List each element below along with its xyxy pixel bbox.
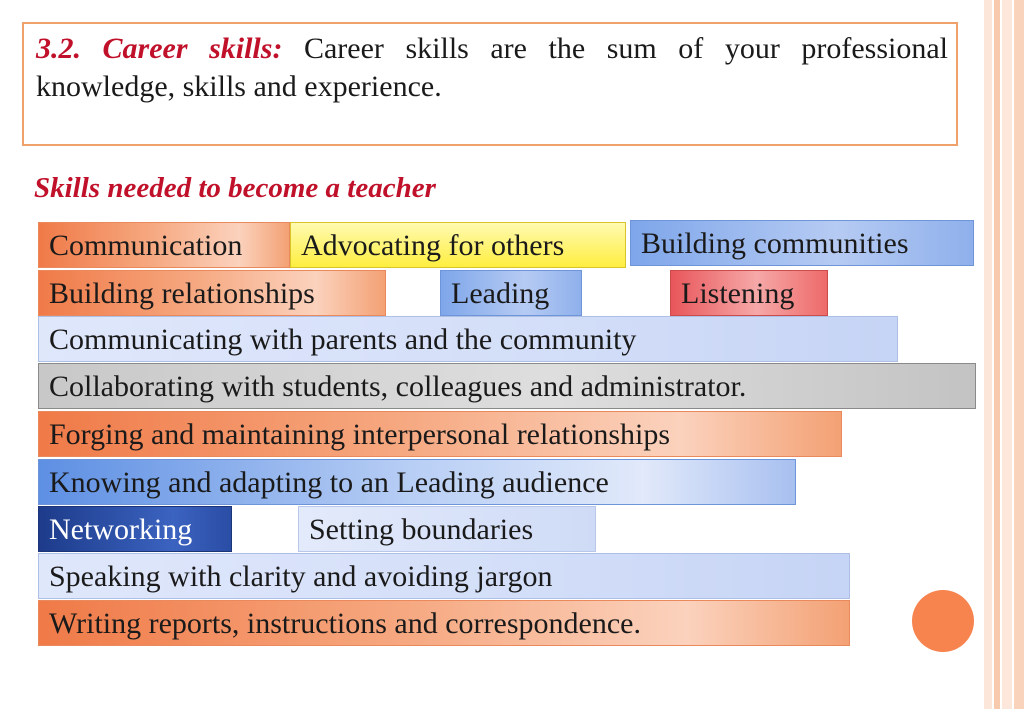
skill-communication: Communication [38,222,290,268]
definition-text: Career skills are the sum of your professional knowledge, skills and experience. [36,32,948,103]
skill-networking: Networking [38,506,232,552]
decorative-right-rail [984,0,1024,709]
skill-setting-boundaries: Setting boundaries [298,506,596,552]
skill-leading: Leading [440,270,582,316]
rail-stripe [984,0,992,709]
definition-label: 3.2. Career skills: [36,32,283,65]
skill-communicating-with-parents: Communicating with parents and the community [38,316,898,362]
skill-collaborating: Collaborating with students, colleagues and administrator. [38,363,976,409]
skill-writing-reports: Writing reports, instructions and correspondence. [38,600,850,646]
skill-building-relationships: Building relationships [38,270,386,316]
rail-stripe [1002,0,1012,709]
rail-stripe [994,0,1000,709]
skill-forging-relationships: Forging and maintaining interpersonal relationships [38,411,842,457]
skill-knowing-and-adapting: Knowing and adapting to an Leading audience [38,459,796,505]
definition-paragraph [36,30,948,106]
definition-box [22,22,958,146]
skill-advocating-for-others: Advocating for others [290,222,626,268]
skill-speaking-clearly: Speaking with clarity and avoiding jargon [38,553,850,599]
section-title: Skills needed to become a teacher [34,172,436,204]
decorative-circle [912,590,974,652]
skill-listening: Listening [670,270,828,316]
rail-stripe [1014,0,1024,709]
skill-building-communities: Building communities [630,220,974,266]
